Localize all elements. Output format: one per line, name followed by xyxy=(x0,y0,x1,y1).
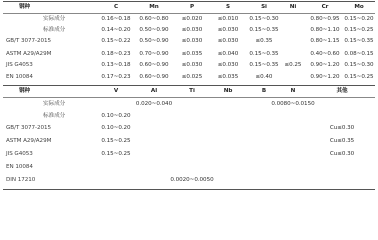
header-cell: Mo xyxy=(354,4,364,10)
table-cell: 0.15~0.25 xyxy=(101,151,131,157)
table-cell: Cu≤0.30 xyxy=(329,151,355,157)
composition-table xyxy=(3,1,375,191)
table-cell: 0.13~0.18 xyxy=(101,62,131,68)
table-cell: 0.08~0.15 xyxy=(344,51,374,57)
table-cell: Cu≤0.30 xyxy=(329,125,355,131)
header-cell: 钢种 xyxy=(19,88,31,94)
top-rule xyxy=(3,1,375,2)
row-label: EN 10084 xyxy=(6,164,33,170)
table-cell: 0.15~0.35 xyxy=(249,27,279,33)
header-cell: Si xyxy=(261,4,267,10)
header-cell: B xyxy=(261,88,267,94)
table-cell: 0.50~0.90 xyxy=(139,27,169,33)
row-label: 实际成分 xyxy=(43,16,66,22)
table-cell: 0.10~0.20 xyxy=(101,113,131,119)
header-cell: Ti xyxy=(189,88,195,94)
row-label: 标准成分 xyxy=(43,113,66,119)
table-cell: 0.50~0.90 xyxy=(139,38,169,44)
header-cell: V xyxy=(113,88,119,94)
table-cell: ≤0.030 xyxy=(181,62,203,68)
table-cell: 0.14~0.20 xyxy=(101,27,131,33)
table-cell: 0.020~0.040 xyxy=(135,101,173,107)
table-cell: 0.15~0.25 xyxy=(101,138,131,144)
header-cell: 其他 xyxy=(336,88,348,94)
table-cell: 0.18~0.23 xyxy=(101,51,131,57)
table-cell: ≤0.030 xyxy=(181,27,203,33)
table-cell: ≤0.030 xyxy=(217,27,239,33)
header-cell: Ni xyxy=(289,4,297,10)
table-cell: ≤0.030 xyxy=(217,62,239,68)
table-cell: ≤0.030 xyxy=(181,38,203,44)
table-cell: 0.40~0.60 xyxy=(310,51,340,57)
table-cell: ≤0.035 xyxy=(181,51,203,57)
table-cell: ≤0.020 xyxy=(181,16,203,22)
header-rule xyxy=(3,13,375,14)
header-cell: N xyxy=(290,88,296,94)
table-cell: 0.15~0.25 xyxy=(344,27,374,33)
table-cell: 0.60~0.80 xyxy=(139,16,169,22)
table-cell: 0.15~0.20 xyxy=(344,16,374,22)
row-label: 标准成分 xyxy=(43,27,66,33)
row-label: DIN 17210 xyxy=(6,177,36,183)
header-cell: P xyxy=(189,4,195,10)
table-cell: 0.80~1.10 xyxy=(310,27,340,33)
row-label: JIS G4053 xyxy=(6,151,33,157)
table-cell: 0.60~0.90 xyxy=(139,62,169,68)
table-cell: 0.0080~0.0150 xyxy=(271,101,315,107)
row-label: ASTM A29/A29M xyxy=(6,138,52,144)
header-cell: Cr xyxy=(321,4,329,10)
table-cell: 0.15~0.35 xyxy=(344,38,374,44)
table-cell: ≤0.025 xyxy=(181,74,203,80)
table-cell: ≤0.35 xyxy=(255,38,273,44)
table-cell: 0.10~0.20 xyxy=(101,125,131,131)
header-cell: Nb xyxy=(223,88,233,94)
table-cell: 0.90~1.20 xyxy=(310,74,340,80)
table-cell: 0.70~0.90 xyxy=(139,51,169,57)
table-cell: 0.15~0.30 xyxy=(344,62,374,68)
table-cell: 0.0020~0.0050 xyxy=(170,177,214,183)
table-cell: 0.16~0.18 xyxy=(101,16,131,22)
bottom-rule xyxy=(3,189,375,190)
table-cell: ≤0.25 xyxy=(284,62,302,68)
header-cell: S xyxy=(226,4,230,10)
table-cell: ≤0.010 xyxy=(217,16,239,22)
section-divider xyxy=(3,85,375,86)
table-cell: 0.15~0.25 xyxy=(344,74,374,80)
row-label: 实际成分 xyxy=(43,101,66,107)
table-cell: 0.60~0.90 xyxy=(139,74,169,80)
header-cell: Al xyxy=(150,88,158,94)
header-cell: Mn xyxy=(149,4,159,10)
table-cell: 0.80~1.15 xyxy=(310,38,340,44)
table-cell: ≤0.40 xyxy=(255,74,273,80)
header-cell: 钢种 xyxy=(19,4,31,10)
header-cell: C xyxy=(113,4,119,10)
row-label: EN 10084 xyxy=(6,74,33,80)
table-cell: 0.90~1.20 xyxy=(310,62,340,68)
row-label: GB/T 3077-2015 xyxy=(6,38,52,44)
row-label: JIS G4053 xyxy=(6,62,33,68)
table-cell: ≤0.040 xyxy=(217,51,239,57)
table-cell: 0.17~0.23 xyxy=(101,74,131,80)
table-cell: 0.15~0.35 xyxy=(249,62,279,68)
row-label: GB/T 3077-2015 xyxy=(6,125,52,131)
row-label: ASTM A29/A29M xyxy=(6,51,52,57)
table-cell: ≤0.035 xyxy=(217,74,239,80)
header-rule-2 xyxy=(3,97,375,98)
table-cell: 0.80~0.95 xyxy=(310,16,340,22)
table-cell: ≤0.030 xyxy=(217,38,239,44)
table-cell: 0.15~0.35 xyxy=(249,51,279,57)
table-cell: 0.15~0.22 xyxy=(101,38,131,44)
table-cell: Cu≤0.35 xyxy=(329,138,355,144)
table-cell: 0.15~0.30 xyxy=(249,16,279,22)
